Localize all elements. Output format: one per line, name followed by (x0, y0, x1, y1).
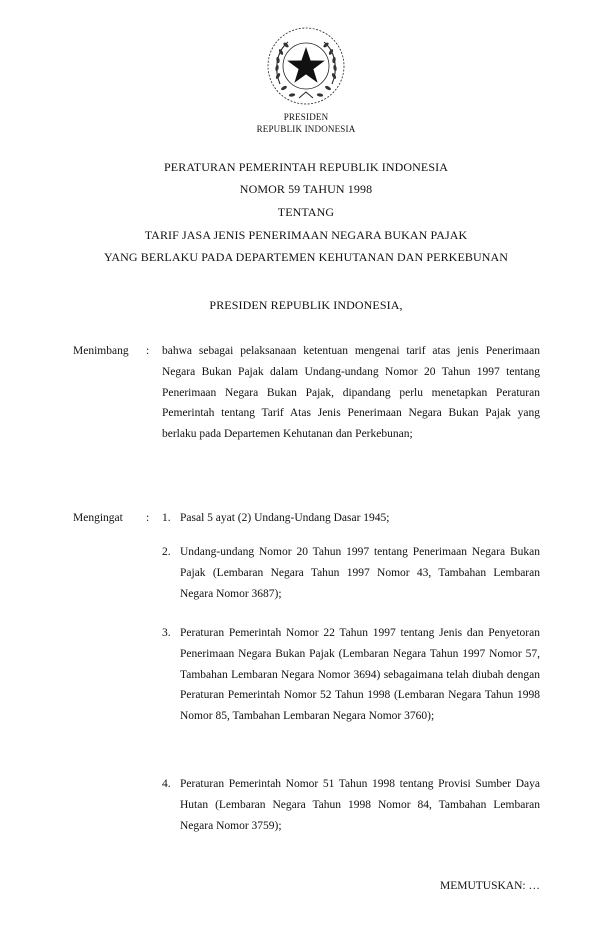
list-item-text: Peraturan Pemerintah Nomor 22 Tahun 1997 tentang Jenis dan Penyetoran Penerimaan Negara Bukan Pajak (Lembaran Negara Tahun 1997 Nomor 57, Tambahan Lembaran Negara Nomor 3694) sebagaimana telah diubah dengan Peraturan Pemerintah Nomor 52 Tahun 1998 (Lembaran Negara Tahun 1998 Nomor 85, Tambahan Lembaran Negara Nomor 3760); (180, 627, 540, 723)
regulation-subject-line-2: YANG BERLAKU PADA DEPARTEMEN KEHUTANAN DAN PERKEBUNAN (103, 250, 509, 264)
mengingat-label: Mengingat (73, 512, 123, 524)
issuer-heading: PRESIDEN REPUBLIK INDONESIA, (209, 298, 403, 312)
list-item-text: Pasal 5 ayat (2) Undang-Undang Dasar 1945; (180, 512, 390, 524)
continuation-marker: MEMUTUSKAN: … (440, 880, 540, 892)
regulation-subject-line-1: TARIF JASA JENIS PENERIMAAN NEGARA BUKAN PAJAK (144, 228, 468, 242)
institution-line-1: PRESIDEN (283, 112, 329, 122)
garuda-emblem-icon (266, 26, 346, 106)
regulation-title: PERATURAN PEMERINTAH REPUBLIK INDONESIA (164, 160, 448, 174)
list-item-number: 1. (162, 512, 171, 524)
list-item-number: 4. (162, 778, 171, 790)
mengingat-colon: : (146, 512, 150, 524)
institution-line-2: REPUBLIK INDONESIA (256, 124, 356, 134)
regulation-number: NOMOR 59 TAHUN 1998 (239, 182, 373, 196)
list-item-text: Undang-undang Nomor 20 Tahun 1997 tentang Penerimaan Negara Bukan Pajak (Lembaran Negara Tahun 1997 Nomor 43, Tambahan Lembaran Negara Nomor 3687); (180, 546, 540, 600)
menimbang-label: Menimbang (73, 345, 129, 357)
list-item-text: Peraturan Pemerintah Nomor 51 Tahun 1998 tentang Provisi Sumber Daya Hutan (Lembaran Negara Tahun 1998 Nomor 84, Tambahan Lembaran Negara Nomor 3759); (180, 778, 540, 832)
list-item-number: 3. (162, 627, 171, 639)
menimbang-text: bahwa sebagai pelaksanaan ketentuan mengenai tarif atas jenis Penerimaan Negara Bukan Pajak dalam Undang-undang Nomor 20 Tahun 1997 tentang Penerimaan Negara Bukan Pajak, dipandang perlu menetapkan Peraturan Pemerintah tentang Tarif Atas Jenis Penerimaan Negara Bukan Pajak yang berlaku pada Departemen Kehutanan dan Perkebunan; (162, 345, 540, 441)
regulation-tentang: TENTANG (277, 205, 335, 219)
menimbang-colon: : (146, 345, 150, 357)
list-item-number: 2. (162, 546, 171, 558)
